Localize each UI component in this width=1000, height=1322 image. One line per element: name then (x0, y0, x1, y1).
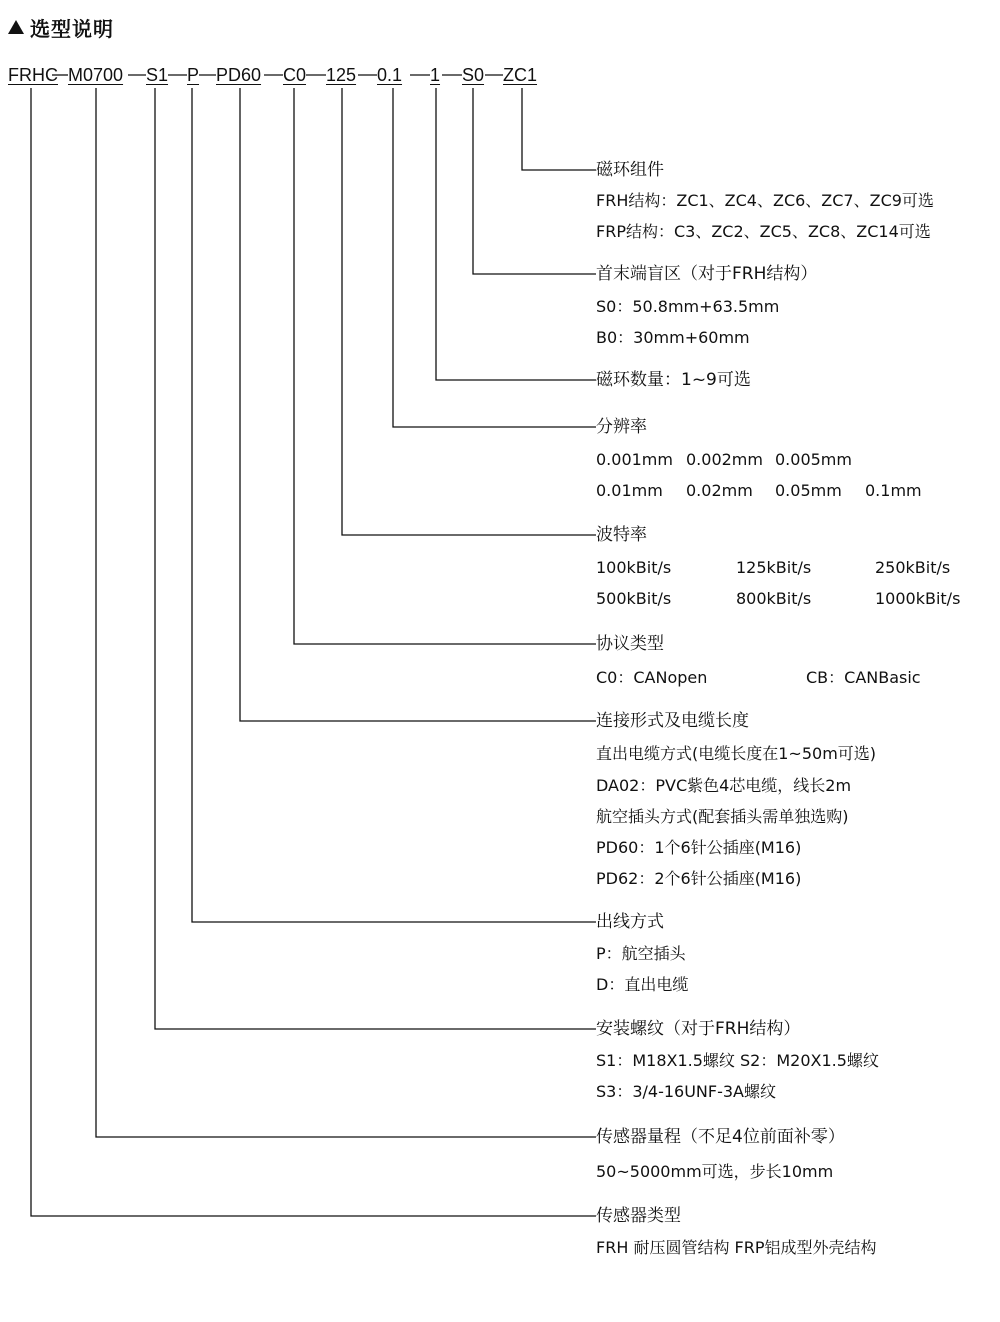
leader-125 (342, 88, 596, 535)
code-0-1: 0.1 (377, 65, 403, 85)
leader-1 (436, 88, 596, 380)
baud-rate-option: 125kBit/s (736, 558, 812, 577)
leader-0-1 (393, 88, 596, 427)
code-1: 1 (430, 65, 441, 85)
magnet-component-line: FRP结构：C3、ZC2、ZC5、ZC8、ZC14可选 (596, 222, 931, 241)
resolution-option: 0.002mm (686, 450, 763, 469)
code-125: 125 (326, 65, 357, 85)
resolution-heading: 分辨率 (596, 417, 647, 437)
baud-rate-option: 100kBit/s (596, 558, 672, 577)
protocol-heading: 协议类型 (596, 634, 664, 654)
code-m0700: M0700 (68, 65, 124, 85)
baud-rate-heading: 波特率 (596, 525, 647, 545)
leader-c0 (294, 88, 596, 644)
leader-s1 (155, 88, 596, 1029)
outlet-line: D：直出电缆 (596, 975, 689, 994)
leader-p (192, 88, 596, 922)
range-heading: 传感器量程（不足4位前面补零） (596, 1127, 845, 1147)
code-frhc: FRHC (8, 65, 58, 85)
leader-frhc (31, 88, 596, 1216)
thread-heading: 安装螺纹（对于FRH结构） (596, 1019, 801, 1039)
code-p: P (187, 65, 200, 85)
baud-rate-option: 250kBit/s (875, 558, 951, 577)
thread-line: S3：3/4-16UNF-3A螺纹 (596, 1082, 777, 1101)
magnet-component-heading: 磁环组件 (596, 160, 664, 180)
connection-line: DA02：PVC紫色4芯电缆，线长2m (596, 776, 852, 795)
code-zc1: ZC1 (503, 65, 538, 85)
connection-line: PD60：1个6针公插座(M16) (596, 838, 802, 857)
thread-line: S1：M18X1.5螺纹 S2：M20X1.5螺纹 (596, 1051, 879, 1070)
blind-zone-heading: 首末端盲区（对于FRH结构） (596, 264, 818, 284)
code-s1: S1 (146, 65, 169, 85)
resolution-option: 0.01mm (596, 481, 663, 500)
magnet-count-heading: 磁环数量：1~9可选 (596, 370, 751, 390)
baud-rate-option: 800kBit/s (736, 589, 812, 608)
code-s0: S0 (462, 65, 485, 85)
outlet-heading: 出线方式 (596, 912, 664, 932)
leader-m0700 (96, 88, 596, 1137)
resolution-option: 0.02mm (686, 481, 753, 500)
connection-line: PD62：2个6针公插座(M16) (596, 869, 802, 888)
magnet-component-line: FRH结构：ZC1、ZC4、ZC6、ZC7、ZC9可选 (596, 191, 934, 210)
blind-zone-line: S0：50.8mm+63.5mm (596, 297, 780, 316)
baud-rate-option: 500kBit/s (596, 589, 672, 608)
connection-heading: 连接形式及电缆长度 (596, 711, 749, 731)
protocol-option: C0：CANopen (596, 668, 708, 687)
title-text: 选型说明 (30, 16, 114, 41)
range-line: 50~5000mm可选，步长10mm (596, 1162, 834, 1181)
connection-line: 直出电缆方式(电缆长度在1~50m可选) (596, 744, 877, 763)
leader-zc1 (522, 88, 596, 170)
resolution-option: 0.1mm (865, 481, 922, 500)
resolution-option: 0.05mm (775, 481, 842, 500)
code-c0: C0 (283, 65, 307, 85)
resolution-option: 0.001mm (596, 450, 673, 469)
sensor-type-line: FRH 耐压圆管结构 FRP铝成型外壳结构 (596, 1238, 877, 1257)
leader-s0 (473, 88, 596, 274)
baud-rate-option: 1000kBit/s (875, 589, 961, 608)
sensor-type-heading: 传感器类型 (596, 1206, 681, 1226)
code-pd60: PD60 (216, 65, 262, 85)
resolution-option: 0.005mm (775, 450, 852, 469)
blind-zone-line: B0：30mm+60mm (596, 328, 750, 347)
protocol-option: CB：CANBasic (806, 668, 921, 687)
connection-line: 航空插头方式(配套插头需单独选购) (596, 807, 849, 826)
outlet-line: P：航空插头 (596, 944, 686, 963)
